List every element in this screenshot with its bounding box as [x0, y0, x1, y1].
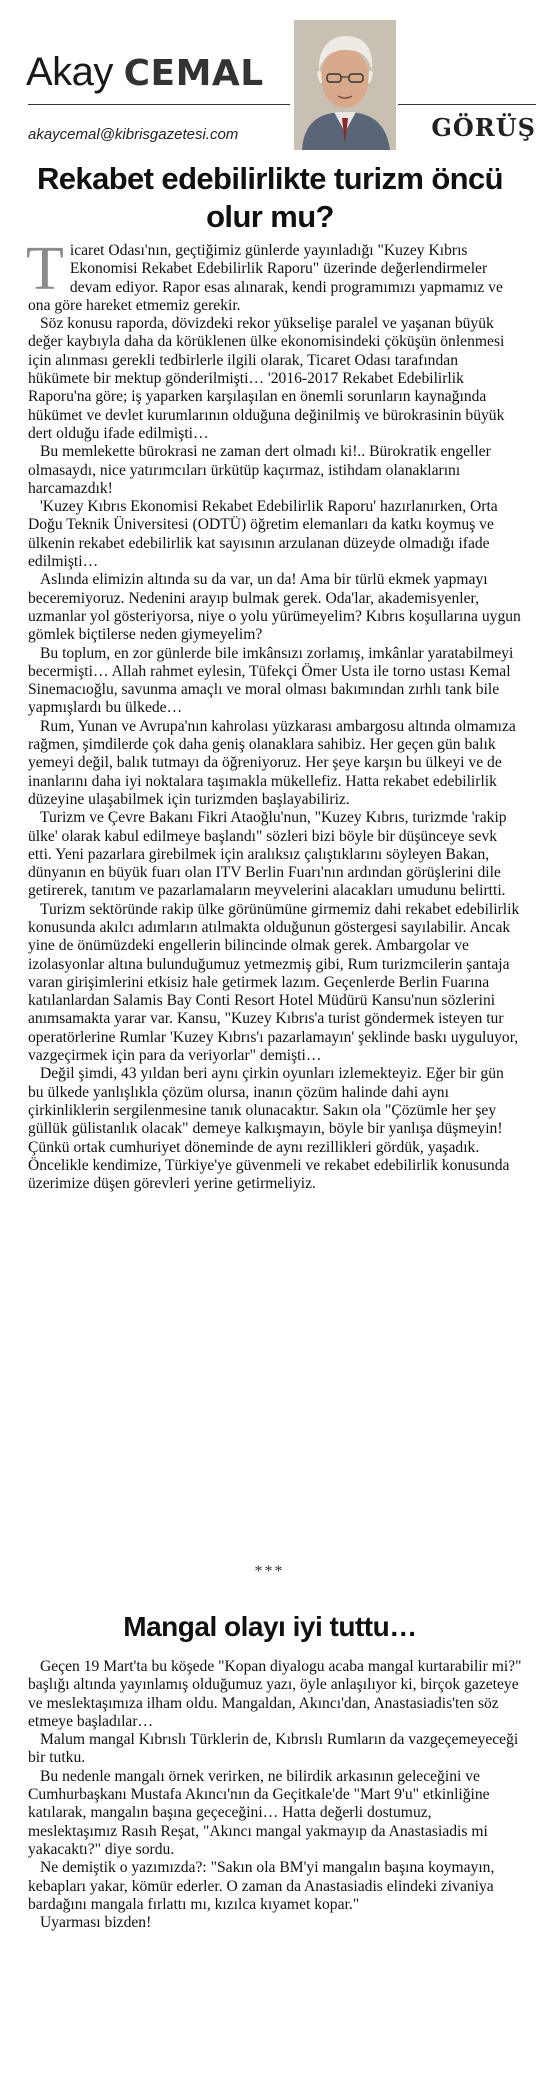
article-paragraph: 'Kuzey Kıbrıs Ekonomisi Rekabet Edebilirlik Raporu' hazırlanırken, Orta Doğu Teknik Üniversitesi (ODTÜ) öğretim elemanları da katkı koymuş ve ülkenin rekabet edebilirlik kat sayısının arzulanan düzeyde olmadığı ifade edilmişti… [28, 498, 498, 571]
article-paragraph: Rum, Yunan ve Avrupa'nın kahrolası yüzkarası ambargosu altında olmamıza rağmen, şimdilerde çok daha geniş olanaklara sahibiz. Her geçen gün balık yemeyi değil, balık tutmayı da öğreniyoruz. Her şeye karşın bu ülkeyi ve de inanlarını daha iyi noktalara taşımakla mükellefiz. Hatta rekabet edebilirlik düzeyine ulaşabilmek için turizmden başlayabiliriz. [28, 717, 516, 808]
article-paragraph: Geçen 19 Mart'ta bu köşede "Kopan diyalogu acaba mangal kurtarabilir mi?" başlığı altında yayınlamış olduğumuz yazı, öyle anlaşılıyor ki, birçok gazeteye ve meslektaşımıza ilham oldu. Mangaldan, Akıncı'dan, Anastasiadis'ten söz etmeye başladılar… [28, 1658, 522, 1730]
section-label-rule [398, 104, 536, 105]
article-paragraph: Malum mangal Kıbrıslı Türklerin de, Kıbrıslı Rumların da vazgeçemeyeceği bir tutku. [28, 1731, 519, 1767]
article-paragraph: Bu nedenle mangalı örnek verirken, ne bilirdik arkasının geleceğini ve Cumhurbaşkanı Mustafa Akıncı'nın da Geçitkale'de "Mart 9'u" etkinliğine katılarak, mangalın başına geçeceğini… Hatta değerli dostumuz, meslektaşımız Rasıh Reşat, "Akıncı mangal yakmayıp da Anastasiadis mi yakacaktı?" diye sordu. [28, 1767, 490, 1858]
author-underline [28, 104, 290, 105]
article-title: Rekabet edebilirlikte turizm öncü olur mu? [37, 161, 503, 234]
author-portrait-icon [294, 20, 396, 150]
section-separator: *** [254, 1563, 285, 1580]
article-paragraph: Ne demiştik o yazımızda?: "Sakın ola BM'yi mangalın başına koymayın, kebapları yakar, kömür ederler. O zaman da Anastasiadis elindeki zivaniya bardağını mangala fırlattı mı, kızılca kıyamet kopar." [28, 1859, 495, 1913]
drop-cap: T [26, 235, 64, 303]
author-name [26, 52, 264, 92]
article-paragraph: Bu toplum, en zor günlerde bile imkânsızı zorlamış, imkânlar yaratabilmeyi becermişti… Allah rahmet eylesin, Tüfekçi Ömer Usta ile torno ustası Kemal Sinemacıoğlu, savunma amaçlı ve moral olması bakımından zırhlı tank bile yapmışlardı bu ülkede… [28, 644, 514, 717]
article-paragraph: Aslında elimizin altında su da var, un da! Ama bir türlü ekmek yapmayı beceremiyoruz. Nedenini arayıp bulmak gerek. Oda'lar, akademisyenler, uzmanlar yol gösteriyorsa, niye o yolu yürümeyelim? Kıbrıs koşullarına uygun gömlek biçtilerse neden giymeyelim? [28, 571, 521, 644]
article-paragraph: Söz konusu raporda, dövizdeki rekor yükselişe paralel ve yaşanan büyük değer kaybıyla daha da körüklenen ülke ekonomisindeki çöküşün önlenmesi için alınması gerekli tedbirlerle ilgili olarak, Ticaret Odası tarafından hükümete bir mektup gönderilmişti… '2016-2017 Rekabet Edebilirlik Raporu'na göre; iş yaparken karşılaşılan en önemli sorunların kaynağında hükümet ve devlet kurumlarının olduğuna değinilmiş ve bürokrasinin büyük dert olduğu ifade edilmişti… [28, 315, 505, 442]
column-header [0, 0, 539, 152]
author-email-link[interactable]: akaycemal@kibrisgazetesi.com [28, 126, 239, 143]
article-paragraph: Turizm ve Çevre Bakanı Fikri Ataoğlu'nun, "Kuzey Kıbrıs, turizmde 'rakip ülke' olarak kabul edilmeye başlandı" sözleri bizi böyle bir düşünceye sevk etti. Yeni pazarlara girebilmek için aralıksız çalıştıklarını söyleyen Bakan, dünyanın en büyük fuarı olan ITV Berlin Fuarı'nın ardından görüşlerini dile getirerek, tanıtım ve pazarlamaların meyvelerini alacakları umudunu belirtti. [28, 809, 507, 900]
second-article-body [28, 1658, 522, 1932]
article-paragraph: Uyarması bizden! [40, 1914, 152, 1932]
article-paragraph: Ticaret Odası'nın, geçtiğimiz günlerde yayınladığı "Kuzey Kıbrıs Ekonomisi Rekabet Edebilirlik Raporu" üzerinde değerlendirmeler devam ediyor. Rapor esas alınarak, kendi programımızı yapmamız ve ona göre hareket etmemiz gerekir. [26, 235, 503, 314]
article-paragraph: Turizm sektöründe rakip ülke görünümüne girmemiz dahi rekabet edebilirlik konusunda akılcı adımların atılmakta olduğunun göstergesi sayılabilir. Ancak yine de önümüzdeki engellerin bilincinde olmak gerek. Ambargolar ve izolasyonlar altına bulunduğumuz yetmezmiş gibi, Rum turizmcilerin şantaja varan girişimlerini etkisiz hale getirmek lazım. Geçenlerde Berlin Fuarına katılanlardan Salamis Bay Conti Resort Hotel Müdürü Kansu'nun sözlerini anımsamakta yarar var. Kansu, "Kuzey Kıbrıs'a turist göndermek isteyen tur operatörlerine Rumlar 'Kuzey Kıbrıs'ı pazarlamayın' şeklinde baskı uyguluyor, vazgeçirmek için para da veriyorlar" demişti… [28, 900, 520, 1065]
article-paragraph: Bu memlekette bürokrasi ne zaman dert olmadı ki!.. Bürokratik engeller olmasaydı, nice yatırımcıları ürkütüp kaçırmaz, istihdam olanaklarını harcamazdık! [28, 443, 491, 497]
second-article-title: Mangal olayı iyi tuttu… [123, 1611, 417, 1642]
article-body [26, 235, 522, 1193]
article-paragraph: Değil şimdi, 43 yıldan beri aynı çirkin oyunları izlemekteyiz. Eğer bir gün bu ülkede yanlışlıkla çözüm olursa, inanın çözüm halinde dahi aynı çirkinliklerin sergilenmesine tanık olunacaktır. Sakın ola "Çözümle her şey güllük gülistanlık olacak" demeye kalkışmayın, böyle bir yanlışa düşmeyin! Çünkü ortak cumhuriyet döneminde de aynı rezillikleri gördük, yaşadık. Öncelikle kendimize, Türkiye'ye güvenmeli ve rekabet edebilirlik konusunda üzerimize düşen görevleri yerine getirmeliyiz. [28, 1065, 510, 1193]
author-last-name: CEMAL [123, 53, 264, 94]
section-label: GÖRÜŞ [431, 113, 536, 142]
author-first-name: Akay [26, 50, 113, 94]
